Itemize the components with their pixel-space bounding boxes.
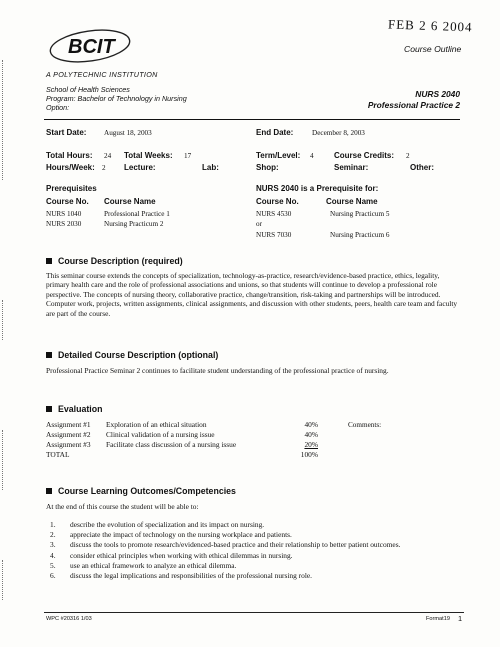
detailed-description-heading	[46, 350, 218, 360]
outcome-text: use an ethical framework to analyze an ethical dilemma.	[70, 560, 237, 570]
school: School of Health Sciences	[46, 85, 130, 94]
bullet-square-icon	[46, 488, 52, 494]
prereq-row-no: NURS 2030	[46, 220, 82, 228]
eval-item: Assignment #2	[46, 430, 91, 439]
eval-item: Assignment #1	[46, 420, 91, 429]
evaluation-table	[46, 420, 318, 460]
prereq-col-no: Course No.	[46, 197, 89, 206]
page-number: 1	[458, 614, 463, 623]
prereq-for-col-no: Course No.	[256, 197, 299, 206]
scan-margin-mark	[2, 560, 9, 600]
logo-text: BCIT	[68, 36, 115, 58]
prereq-col-name: Course Name	[104, 197, 156, 206]
prereq-row-name: Professional Practice 1	[104, 210, 170, 218]
scan-margin-mark	[2, 430, 9, 490]
shop-label: Shop:	[256, 163, 279, 172]
list-item	[46, 551, 426, 561]
course-description-heading-text: Course Description (required)	[58, 256, 183, 266]
list-item	[46, 540, 426, 550]
outcome-text: describe the evolution of specialization and its impact on nursing.	[70, 520, 265, 529]
outcomes-heading	[46, 486, 236, 496]
start-date-value: August 18, 2003	[104, 129, 152, 137]
eval-weight: 40%	[304, 430, 318, 439]
footer-rule	[44, 612, 464, 613]
outcome-number: 6.	[50, 570, 56, 580]
outcome-text: discuss the legal implications and responsibilities of the professional nursing role.	[70, 570, 312, 580]
outcome-text: consider ethical principles when working with ethical dilemmas in nursing.	[70, 550, 293, 560]
table-row	[46, 430, 318, 440]
prerequisites-title: Prerequisites	[46, 184, 97, 193]
course-code: NURS 2040	[415, 89, 460, 99]
outcomes-list	[46, 520, 426, 581]
course-description-heading	[46, 256, 183, 266]
eval-desc: Facilitate class discussion of a nursing issue	[106, 440, 237, 449]
term-level-value: 4	[310, 152, 314, 160]
total-hours-value: 24	[104, 152, 112, 160]
detailed-description-text: Professional Practice Seminar 2 continues to facilitate student understanding of the professional practice of nursing.	[46, 366, 389, 375]
course-credits-value: 2	[406, 152, 410, 160]
other-label: Other:	[410, 163, 434, 172]
bullet-square-icon	[46, 258, 52, 264]
outcome-number: 1.	[50, 520, 56, 529]
program: Program: Bachelor of Technology in Nursing	[46, 94, 187, 103]
list-item	[46, 520, 426, 530]
list-item	[46, 571, 426, 581]
lab-label: Lab:	[202, 163, 219, 172]
total-weeks-value: 17	[184, 152, 192, 160]
outcome-number: 2.	[50, 530, 56, 540]
outcome-number: 3.	[50, 540, 56, 550]
outcome-number: 5.	[50, 560, 56, 570]
outcomes-heading-text: Course Learning Outcomes/Competencies	[58, 486, 236, 496]
bullet-square-icon	[46, 406, 52, 412]
prereq-for-row-no: NURS 7030	[256, 231, 292, 239]
prereq-row-name: Nursing Practicum 2	[104, 220, 164, 228]
course-description-text: This seminar course extends the concepts of specialization, technology-as-practice, research/evidence-based practice, ethics, legality, primary health care and the role of professional associations and unions, so that students will continue to develop a professional role perspective. The concepts of nursing theory, collaborative practice, change/transition, risk-taking and partnerships will be introduced. Computer work, projects, written assignments, clinical assignments, and discussion with other students, peers, health care team and faculty are part of the course.	[46, 271, 458, 318]
footer-left: WPC #20316 1/03	[46, 616, 92, 622]
table-row	[46, 440, 318, 450]
evaluation-heading	[46, 404, 102, 414]
eval-weight: 20%	[304, 440, 318, 449]
institution-tagline: A POLYTECHNIC INSTITUTION	[46, 70, 158, 79]
prereq-for-row-no: NURS 4530	[256, 210, 292, 218]
course-credits-label: Course Credits:	[334, 151, 395, 160]
eval-total-value: 100%	[300, 450, 318, 459]
prereq-row-no: NURS 1040	[46, 210, 82, 218]
option: Option:	[46, 103, 70, 112]
eval-weight: 40%	[304, 420, 318, 429]
start-date-label: Start Date:	[46, 128, 87, 137]
total-hours-label: Total Hours:	[46, 151, 93, 160]
prereq-for-or: or	[256, 220, 262, 228]
prereq-for-row-name: Nursing Practicum 6	[330, 231, 390, 239]
lecture-label: Lecture:	[124, 163, 156, 172]
eval-desc: Clinical validation of a nursing issue	[106, 430, 215, 439]
hours-week-value: 2	[102, 164, 106, 172]
eval-comments-label: Comments:	[348, 421, 382, 429]
doc-type: Course Outline	[404, 44, 462, 54]
hours-week-label: Hours/Week:	[46, 163, 95, 172]
total-weeks-label: Total Weeks:	[124, 151, 173, 160]
term-level-label: Term/Level:	[256, 151, 301, 160]
evaluation-heading-text: Evaluation	[58, 404, 103, 414]
end-date-value: December 8, 2003	[312, 129, 365, 137]
stamp-date: FEB 2 6 2004	[387, 16, 473, 35]
outcomes-intro: At the end of this course the student will be able to:	[46, 502, 199, 511]
scan-margin-mark	[2, 60, 9, 180]
eval-total-label: TOTAL	[46, 450, 70, 459]
footer-right: Format19	[426, 616, 450, 622]
table-row	[46, 420, 318, 430]
outcome-text: discuss the tools to promote research/evidenced-based practice and their relationship to better patient outcomes.	[70, 540, 401, 550]
bullet-square-icon	[46, 352, 52, 358]
prereq-for-row-name: Nursing Practicum 5	[330, 210, 390, 218]
prereq-for-title: NURS 2040 is a Prerequisite for:	[256, 184, 379, 193]
scan-margin-mark	[2, 300, 9, 340]
bcit-logo	[46, 26, 142, 66]
header-rule	[44, 119, 460, 120]
prereq-for-col-name: Course Name	[326, 197, 378, 206]
list-item	[46, 561, 426, 571]
detailed-description-heading-text: Detailed Course Description (optional)	[58, 350, 219, 360]
eval-desc: Exploration of an ethical situation	[106, 420, 207, 429]
outcome-text: appreciate the impact of technology on the nursing workplace and patients.	[70, 530, 292, 540]
course-title: Professional Practice 2	[367, 100, 460, 110]
outcome-number: 4.	[50, 550, 56, 560]
eval-item: Assignment #3	[46, 440, 91, 449]
list-item	[46, 530, 426, 540]
end-date-label: End Date:	[256, 128, 294, 137]
table-row	[46, 450, 318, 460]
seminar-label: Seminar:	[334, 163, 369, 172]
